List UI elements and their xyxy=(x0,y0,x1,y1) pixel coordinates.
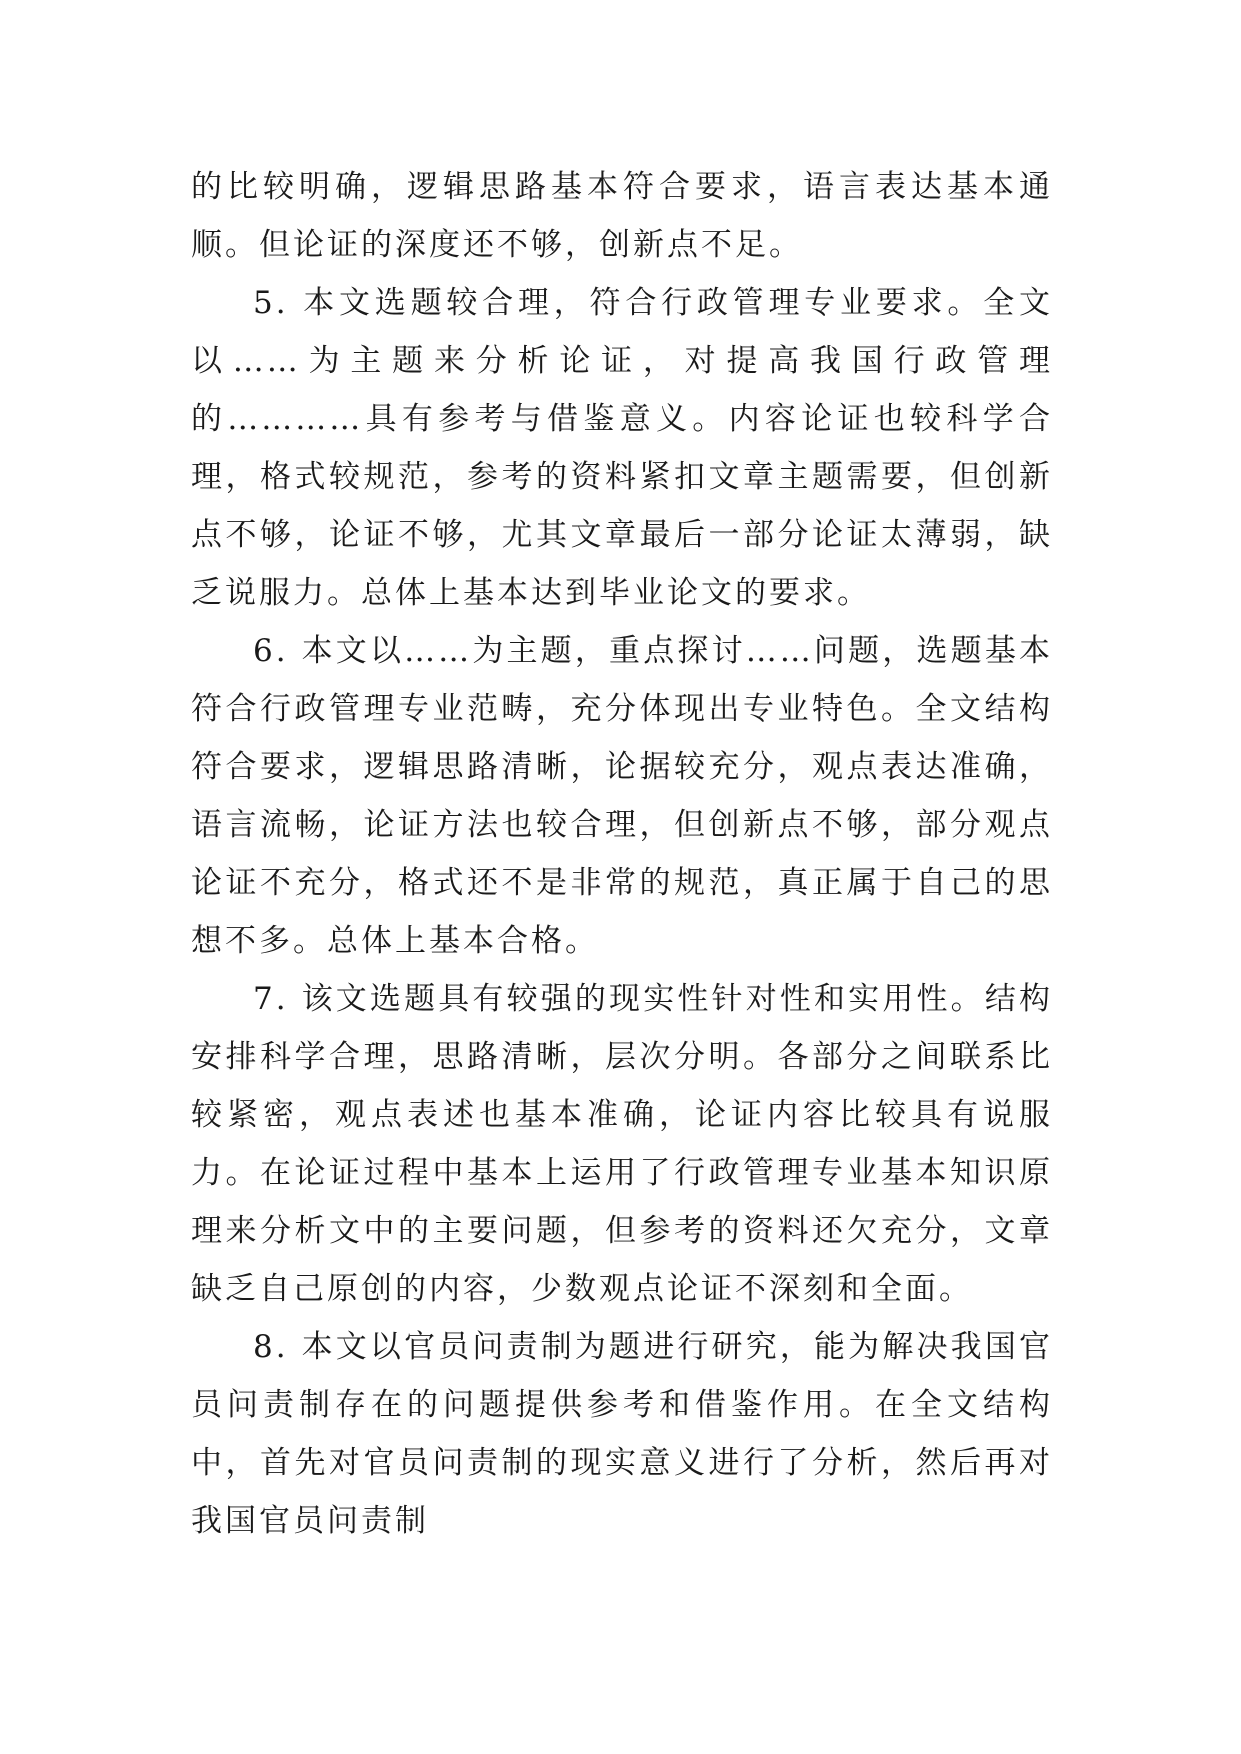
paragraph-continued: 的比较明确，逻辑思路基本符合要求，语言表达基本通顺。但论证的深度还不够，创新点不足。 xyxy=(191,169,1053,263)
document-body xyxy=(191,158,1053,1550)
paragraph-item-6: 6. 本文以……为主题，重点探讨……问题，选题基本符合行政管理专业范畴，充分体现出专业特色。全文结构符合要求，逻辑思路清晰，论据较充分，观点表达准确，语言流畅，论证方法也较合理，但创新点不够，部分观点论证不充分，格式还不是非常的规范，真正属于自己的思想不多。总体上基本合格。 xyxy=(191,633,1053,959)
paragraph-item-7: 7. 该文选题具有较强的现实性针对性和实用性。结构安排科学合理，思路清晰，层次分明。各部分之间联系比较紧密，观点表述也基本准确，论证内容比较具有说服力。在论证过程中基本上运用了行政管理专业基本知识原理来分析文中的主要问题，但参考的资料还欠充分，文章缺乏自己原创的内容，少数观点论证不深刻和全面。 xyxy=(191,981,1053,1307)
paragraph-item-5: 5. 本文选题较合理，符合行政管理专业要求。全文以……为主题来分析论证，对提高我国行政管理的…………具有参考与借鉴意义。内容论证也较科学合理，格式较规范，参考的资料紧扣文章主题需要，但创新点不够，论证不够，尤其文章最后一部分论证太薄弱，缺乏说服力。总体上基本达到毕业论文的要求。 xyxy=(191,285,1053,611)
paragraph-item-8: 8. 本文以官员问责制为题进行研究，能为解决我国官员问责制存在的问题提供参考和借鉴作用。在全文结构中，首先对官员问责制的现实意义进行了分析，然后再对我国官员问责制 xyxy=(191,1329,1053,1539)
